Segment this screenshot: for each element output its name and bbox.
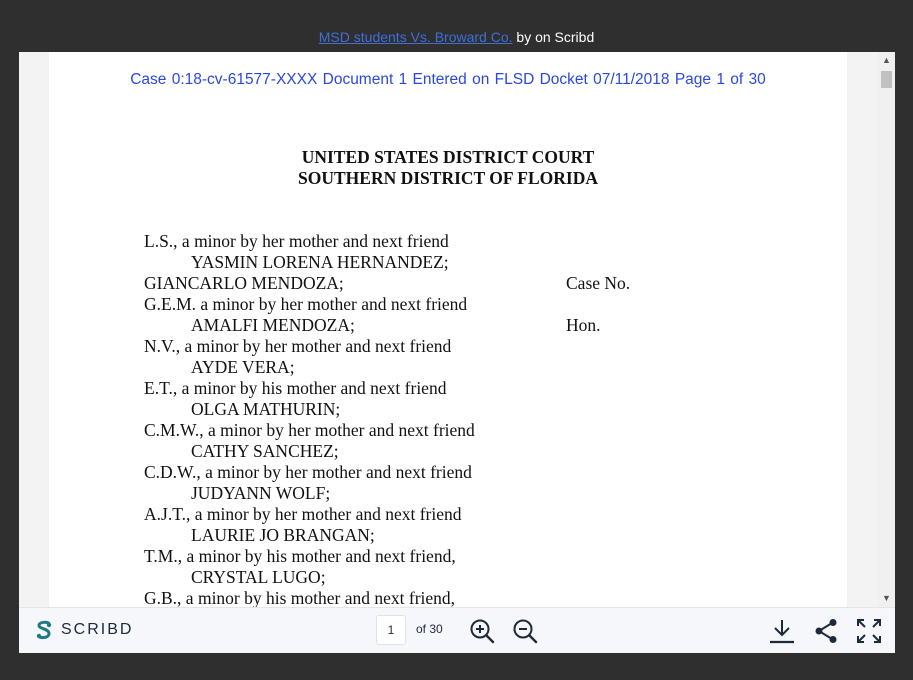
page-total-label: of 30 bbox=[416, 622, 443, 636]
docket-header: Case 0:18-cv-61577-XXXX Document 1 Entered on FLSD Docket 07/11/2018 Page 1 of 30 bbox=[130, 71, 766, 88]
court-heading-line-1: UNITED STATES DISTRICT COURT bbox=[301, 147, 595, 167]
document-viewer bbox=[19, 52, 895, 652]
party-plaintiff-line: GIANCARLO MENDOZA; bbox=[144, 273, 344, 293]
court-heading-line-2: SOUTHERN DISTRICT OF FLORIDA bbox=[298, 168, 598, 188]
judge-label: Hon. bbox=[566, 315, 601, 335]
party-guardian-line: AMALFI MENDOZA; bbox=[191, 315, 355, 335]
party-list bbox=[144, 231, 475, 607]
document-page bbox=[49, 52, 847, 607]
party-plaintiff-line: L.S., a minor by her mother and next friend bbox=[144, 231, 449, 251]
party-guardian-line: OLGA MATHURIN; bbox=[191, 399, 341, 419]
party-plaintiff-line: G.E.M. a minor by her mother and next friend bbox=[144, 294, 468, 314]
scribd-wordmark: SCRIBD bbox=[61, 621, 134, 638]
party-plaintiff-line: A.J.T., a minor by her mother and next friend bbox=[144, 504, 462, 524]
party-plaintiff-line: C.D.W., a minor by her mother and next friend bbox=[144, 462, 472, 482]
court-heading bbox=[49, 147, 847, 189]
party-plaintiff-line: N.V., a minor by her mother and next friend bbox=[144, 336, 452, 356]
zoom-out-icon[interactable] bbox=[512, 618, 538, 644]
viewer-toolbar bbox=[19, 607, 895, 653]
share-icon[interactable] bbox=[813, 618, 839, 644]
scroll-up-arrow-icon[interactable]: ▲ bbox=[882, 55, 891, 65]
vertical-scrollbar[interactable] bbox=[878, 52, 895, 607]
party-guardian-line: JUDYANN WOLF; bbox=[191, 483, 331, 503]
embed-title bbox=[0, 29, 913, 45]
party-plaintiff-line: E.T., a minor by his mother and next friend bbox=[144, 378, 447, 398]
party-guardian-line: CRYSTAL LUGO; bbox=[191, 567, 326, 587]
fullscreen-icon[interactable] bbox=[856, 618, 882, 644]
party-plaintiff-line: G.B., a minor by his mother and next friend, bbox=[144, 588, 456, 607]
party-plaintiff-line: C.M.W., a minor by her mother and next friend bbox=[144, 420, 475, 440]
scroll-thumb[interactable] bbox=[881, 71, 892, 88]
embed-title-suffix: by on Scribd bbox=[516, 29, 595, 45]
party-guardian-line: CATHY SANCHEZ; bbox=[191, 441, 339, 461]
scroll-down-arrow-icon[interactable]: ▼ bbox=[882, 593, 891, 603]
page-scroll-area[interactable] bbox=[19, 52, 878, 607]
scribd-logo-icon bbox=[35, 620, 53, 642]
zoom-in-icon[interactable] bbox=[469, 618, 495, 644]
party-plaintiff-line: T.M., a minor by his mother and next friend, bbox=[144, 546, 456, 566]
page-number-input[interactable]: 1 bbox=[376, 615, 406, 645]
case-number-label: Case No. bbox=[566, 273, 631, 293]
document-title-link[interactable]: MSD students Vs. Broward Co. bbox=[318, 29, 513, 45]
download-icon[interactable] bbox=[769, 618, 795, 644]
party-guardian-line: LAURIE JO BRANGAN; bbox=[191, 525, 375, 545]
party-guardian-line: AYDE VERA; bbox=[191, 357, 295, 377]
party-guardian-line: YASMIN LORENA HERNANDEZ; bbox=[191, 252, 449, 272]
